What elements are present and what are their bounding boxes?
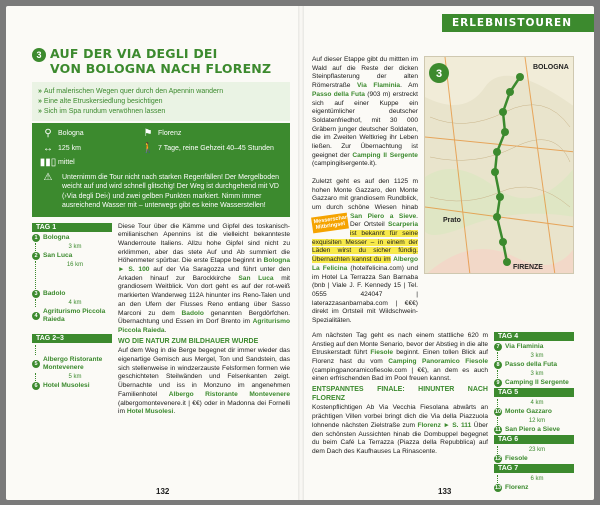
route-distance: 6 km <box>497 475 574 483</box>
highlight-item: » Auf malerischen Wegen quer durch den Apennin wandern <box>38 87 284 97</box>
route-distance: 3 km <box>35 243 112 251</box>
left-page <box>6 6 300 500</box>
map-tour-number: 3 <box>435 68 443 80</box>
poi-link[interactable]: Badolo <box>181 309 204 317</box>
day-tag: TAG 6 <box>494 435 574 444</box>
poi-link[interactable]: Fiesole <box>370 349 394 357</box>
info-distance: 125 km <box>58 144 81 152</box>
right-top <box>312 56 574 326</box>
info-row-start-end <box>38 129 284 139</box>
poi-link[interactable]: Scarperia <box>387 221 418 229</box>
tour-title <box>32 46 290 76</box>
tour-info-box <box>32 123 290 217</box>
page-number: 133 <box>438 487 452 496</box>
route-distance: 3 km <box>497 370 574 378</box>
location-pin-icon: ⚲ <box>44 128 52 139</box>
map-graphic <box>425 57 574 274</box>
day-tag: TAG 7 <box>494 464 574 473</box>
poi-link[interactable]: Hotel Musolesi <box>126 408 174 416</box>
map-city-label: BOLOGNA <box>533 64 569 71</box>
left-columns <box>32 223 290 417</box>
highlight-item: » Sich im Spa rundum verwöhnen lassen <box>38 107 284 117</box>
route-stop: 1 Bologna <box>32 234 112 242</box>
route-distance: 23 km <box>497 446 574 454</box>
day-tag: TAG 5 <box>494 388 574 397</box>
warning-icon: ⚠ <box>43 171 53 183</box>
route-stop: 2 San Luca <box>32 252 112 260</box>
poi-link[interactable]: Florenz ► S. 111 <box>417 421 472 429</box>
highlight-item: » Eine alte Etruskersiedlung besichtigen <box>38 97 284 107</box>
map-city-label: Prato <box>443 217 461 224</box>
poi-link[interactable]: Camping Il Sergente <box>352 151 418 159</box>
route-stop: 4 Agriturismo Piccola Raieda <box>32 308 112 324</box>
info-start: Bologna <box>58 130 84 137</box>
route-distance: 16 km <box>35 261 112 289</box>
right-body-text-top: Auf dieser Etappe gibt du mittten im Wald auf die Reste der dicken Steinpflasterung der alten Römerstraße Via Flaminia. Am Passo della Futa (903 m) erstreckt sich auf einer Kuppe ein eigentümlicher deutscher Soldatenfriedhof, mit 30 000 Gräbern junger deutscher Soldaten, die im Zweiten Weltkrieg ihr Leben ließen. Zur Übernachtung ist geeignet der Camping Il Sergente (campingilsergente.it). Zuletzt geht es auf den 1125 m hohen Monte Gazzaro, den Monte Gazzaro mit grandiosem Rundblick, um durch schöne Wiesen hinab Messerscharfe Mitbringsel San Piero a Sieve. Der Ortsteil Scarperia ist bekannt für seine exquisiten Messer – in einem der Läden wirst du sicher fündig. Übernachten kannst du im Albergo La Felicina (hotelfelicina.com) und im Hotel La Terrazza San Barnaba (bnb | Viale J. F. Kennedy 15 | Tel. 0555 424047 | laterazzasanbarnaba.com | €€€) direkt im Ortsteil mit Wildschwein-Spezialitäten. <box>312 56 418 325</box>
tour-number-badge: 3 <box>32 48 46 62</box>
tour-heading-line1: AUF DER VIA DEGLI DEI <box>50 46 218 61</box>
right-body-text-bottom: Am nächsten Tag geht es nach einem stattliche 620 m Anstieg auf den Monte Senario, bevor der Abstieg in die alte Etruskerstadt führt Fiesole beginnt. Einen tollen Blick auf Florenz hast du vom Camping Panoramico Fiesole (campingpanoramicofiesole.com | €€), an dem es auch einen erfrischenden Bad im Pool freuen kannst. ENTSPANNTES FINALE: HINUNTER NACH FLORENZ Kostenpflichtigen Ab Via Vecchia Fiesolana abwärts an prächtigen Villen vorbei bringt dich die Via della Piazzuola lohnende nächsten Zielstraße zum Florenz ► S. 111 Über den schönsten Aussichten hinab die Dombuppel begegnet du beim Café La Terrazza (Piazza della Repubblica) auf dem Dach des Kaufhauses La Rinascente. <box>312 331 488 455</box>
guidebook-spread <box>6 6 594 500</box>
left-subhead: WO DIE NATUR ZUM BILDHAUER WURDE <box>118 337 259 345</box>
route-stop: 7 Via Flaminia <box>494 343 574 351</box>
right-page <box>300 6 594 500</box>
poi-link[interactable]: Camping Panoramico Fiesole <box>388 357 488 365</box>
poi-link[interactable]: Via Flaminia <box>357 82 401 90</box>
day-tag: TAG 2–3 <box>32 334 112 343</box>
route-stop: 5 Albergo Ristorante Montevenere <box>32 356 112 372</box>
info-difficulty: mittel <box>58 159 75 166</box>
section-tab: ERLEBNISTOUREN <box>442 14 594 32</box>
route-stop: 9 Camping Il Sergente <box>494 379 574 387</box>
page-number: 132 <box>156 487 170 496</box>
route-stop: 12 Fiesole <box>494 454 528 462</box>
tour-heading <box>50 46 271 76</box>
right-subhead: ENTSPANNTES FINALE: HINUNTER NACH FLORENZ <box>312 386 488 402</box>
poi-link[interactable]: Passo della Futa <box>312 90 365 98</box>
info-row-distance <box>38 144 284 154</box>
day-tag: TAG 1 <box>32 223 112 232</box>
route-stop: 11 San Piero a Sieve <box>495 425 560 433</box>
route-distance <box>35 345 112 355</box>
info-end: Florenz <box>158 130 182 137</box>
info-row-difficulty <box>38 158 284 168</box>
right-bottom <box>312 332 574 493</box>
route-arrows-icon: ↔ <box>43 142 53 154</box>
route-stop: 6 Hotel Musolesi <box>32 382 112 390</box>
route-sidebar-right <box>494 332 574 493</box>
info-duration: 7 Tage, reine Gehzeit 40–45 Stunden <box>158 144 274 152</box>
route-distance: 4 km <box>497 399 574 407</box>
poi-link[interactable]: San Piero a Sieve <box>350 212 417 220</box>
poi-link[interactable]: Albergo La Felicina <box>312 256 418 272</box>
route-distance: 4 km <box>35 299 112 307</box>
poi-link[interactable]: Agriturismo Piccola Raieda <box>118 318 290 334</box>
tip-sticker: Messerscharfe Mitbringsel <box>311 212 349 233</box>
route-distance: 3 km <box>497 352 574 360</box>
poi-link[interactable]: Albergo Ristorante Montevenere <box>168 390 290 398</box>
route-distance: 5 km <box>35 373 112 381</box>
hiker-icon: 🚶 <box>141 142 155 154</box>
highlights-box <box>32 82 290 121</box>
poi-link[interactable]: Bologna ► S. 100 <box>118 257 290 274</box>
left-body-text: Diese Tour über die Kämme und Gipfel des toskanisch-emilianischen Apennins ist die vielleicht bekannteste Wanderroute Italiens. Allzu hohe Gipfel sind nicht zu erklimmen, aber das stete Auf und Ab summiert die Höhenmeter spürbar. Die erste Etappe beginnt in Bologna ► S. 100 auf der Via Saragozza und führt unter den Arkaden hinauf zur Barockkirche San Luca mit grandiosem Weitblick. Von dort geht es auf der rot-weiß markierten Wanderweg 112A hinunter ins Reno-Talen und an den Ufern der Flusses Reno entlang über Sasso Marconi zu dem Badolo genannten Bergdörfchen. Übernachtung und Essen im Dorf Brento im Agriturismo Piccola Raieda. WO DIE NATUR ZUM BILDHAUER WURDE Auf dem Weg in die Berge begegnet dir immer wieder das eigenartige Gemisch aus Mergel, Ton und Sandstein, das sich stellenweise in windzerzauste Felsformen formen wie geschichteten Steilwänden und Felsenkanten zeigt. Übernachte und iss in Monzuno im angenehmen Familienhotel Albergo Ristorante Montevenere (albergomontevenere.it | €€) oder in Madonna dei Fornelli im Hotel Musolesi. <box>118 222 290 416</box>
route-distance: 12 km <box>497 417 574 425</box>
day-tag: TAG 4 <box>494 332 574 341</box>
route-stop: 10 Monte Gazzaro <box>494 407 552 415</box>
route-sidebar <box>32 223 112 417</box>
flag-icon: ⚑ <box>143 128 153 139</box>
route-stop: 8 Passo della Futa <box>494 361 574 369</box>
map-city-label: FIRENZE <box>513 264 543 271</box>
difficulty-bars-icon: ▮▮▯ <box>39 157 57 168</box>
route-map[interactable] <box>424 56 574 274</box>
route-stop: 13 Florenz <box>494 483 529 491</box>
info-warning-text: Unternimm die Tour nicht nach starken Regenfällen! Der Mergelboden weicht auf und wird schnell glitschig! Der Weg ist durchgehend mit VD (›Via degli Dei‹) und zwei gelben Punkten markiert. Nimm immer ausreichend Wasser mit – unterwegs gibt es keine Wasserstellen! <box>62 173 279 209</box>
route-stop: 3 Badolo <box>32 290 112 298</box>
tour-heading-line2: VON BOLOGNA NACH FLORENZ <box>50 61 272 76</box>
poi-link[interactable]: San Luca <box>238 274 274 282</box>
info-warning <box>38 173 284 211</box>
